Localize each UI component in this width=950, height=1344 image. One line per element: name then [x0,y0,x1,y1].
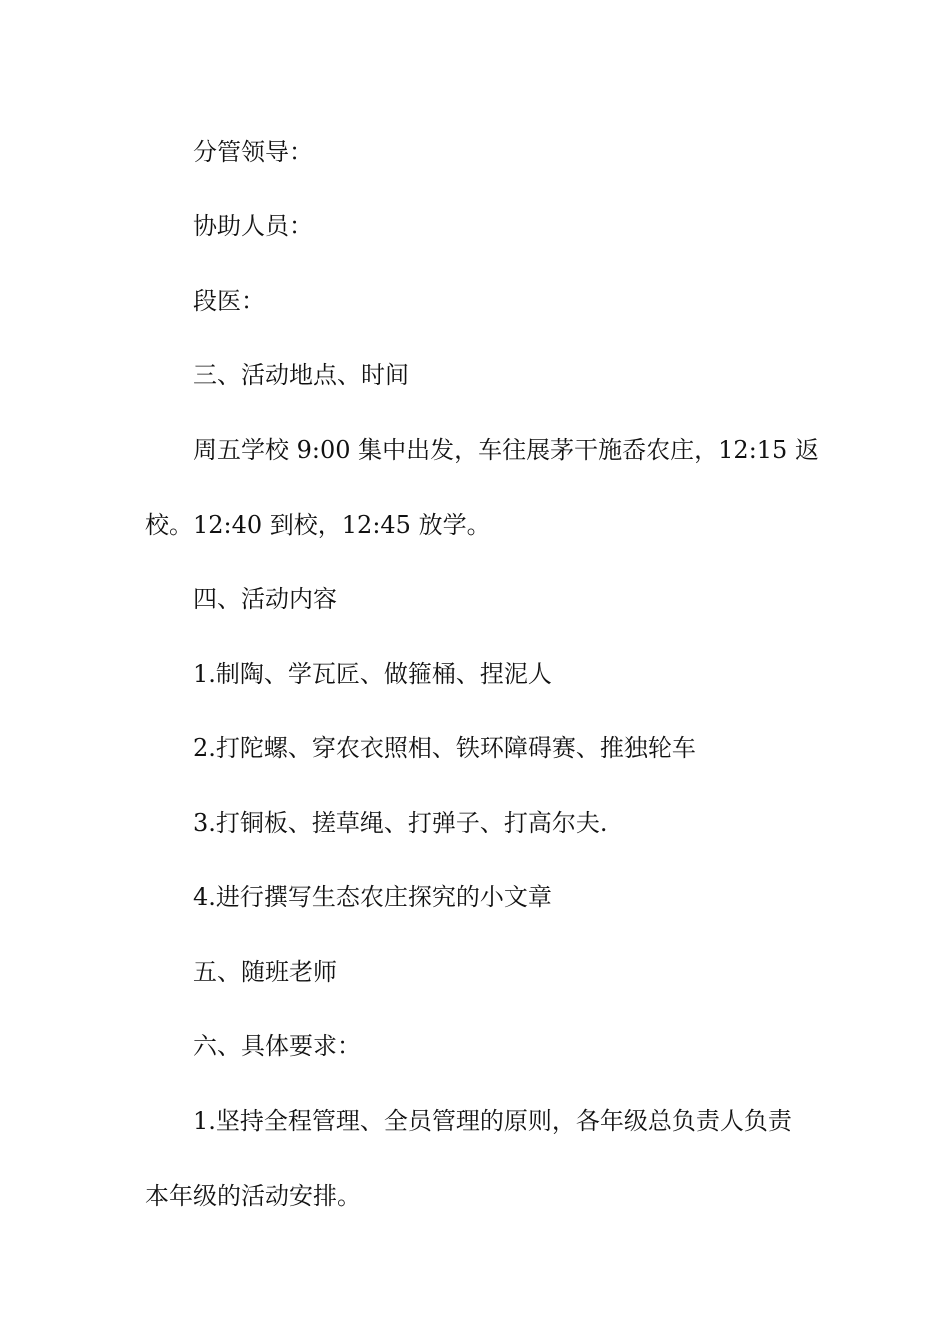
paragraph-line: 协助人员： [193,212,313,240]
paragraph-line: 段医： [193,287,265,315]
section-heading: 六、具体要求： [193,1032,361,1060]
list-item: 4.进行撰写生态农庄探究的小文章 [193,883,552,911]
list-item: 3.打铜板、搓草绳、打弹子、打高尔夫. [193,809,608,837]
paragraph-line: 校。12:40 到校，12:45 放学。 [145,511,491,539]
section-heading: 五、随班老师 [193,958,337,986]
paragraph-line: 周五学校 9:00 集中出发，车往展茅干施岙农庄，12:15 返 [193,436,819,464]
section-heading: 三、活动地点、时间 [193,361,409,389]
paragraph-line: 分管领导： [193,138,313,166]
section-heading: 四、活动内容 [193,585,337,613]
list-item: 1.坚持全程管理、全员管理的原则，各年级总负责人负责 [193,1107,792,1135]
list-item: 1.制陶、学瓦匠、做箍桶、捏泥人 [193,660,552,688]
list-item: 2.打陀螺、穿农衣照相、铁环障碍赛、推独轮车 [193,734,696,762]
paragraph-line: 本年级的活动安排。 [145,1182,361,1210]
